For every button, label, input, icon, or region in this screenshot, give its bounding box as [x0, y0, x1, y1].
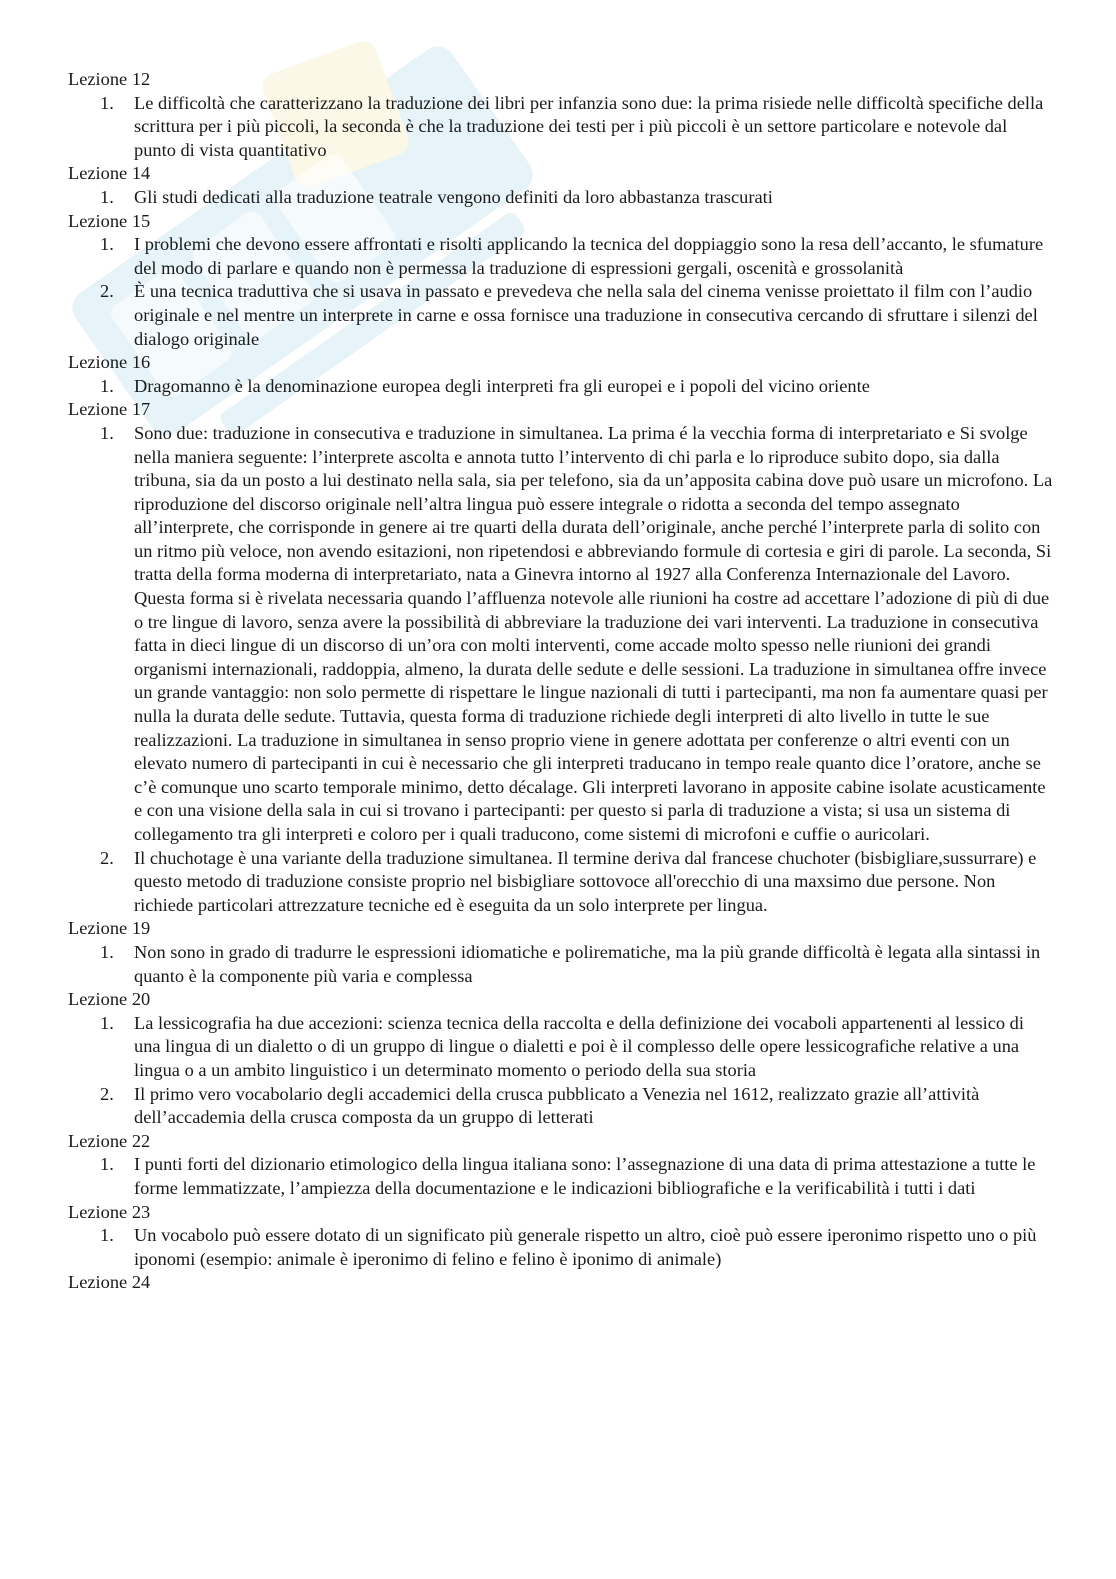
answer-number: 1.	[100, 375, 114, 396]
answer-item	[68, 941, 1053, 988]
answer-list	[68, 1224, 1053, 1271]
lesson-heading: Lezione 12	[68, 69, 151, 89]
answer-number: 1.	[100, 941, 114, 962]
answer-item	[68, 375, 1053, 399]
lesson-heading: Lezione 15	[68, 210, 151, 231]
answer-number: 1.	[100, 1154, 114, 1175]
lesson-heading: Lezione 14	[68, 163, 151, 184]
lesson-heading: Lezione 24	[68, 1272, 151, 1293]
answer-number: 1.	[100, 1225, 114, 1246]
answer-list	[68, 941, 1053, 988]
answer-number: 1.	[100, 422, 114, 443]
answer-number: 2.	[100, 847, 114, 868]
document-body	[68, 68, 1053, 1295]
answer-list	[68, 92, 1053, 163]
answer-text: Un vocabolo può essere dotato di un significato più generale rispetto un altro, cioè può essere iperonimo rispetto uno o più iponomi (esempio: animale è iperonimo di felino e felino è iponimo di animale)	[134, 1225, 1037, 1269]
answer-text: Non sono in grado di tradurre le espressioni idiomatiche e polirematiche, ma la più grande difficoltà è legata alla sintassi in quanto è la componente più varia e complessa	[134, 941, 1041, 986]
answer-item	[68, 186, 1053, 210]
answer-list	[68, 1153, 1053, 1200]
answer-text: Gli studi dedicati alla traduzione teatrale vengono definiti da loro abbastanza trascurati	[134, 186, 773, 207]
answer-text: La lessicografia ha due accezioni: scienza tecnica della raccolta e della definizione dei vocaboli appartenenti al lessico di una lingua di un dialetto o di un gruppo di lingue o dialetti e poi è il complesso delle opere lessicografiche relative a una lingua o a un ambito linguistico i un determinato momento o periodo della sua storia	[134, 1012, 1024, 1080]
answer-number: 1.	[100, 92, 114, 113]
answer-text: I problemi che devono essere affrontati e risolti applicando la tecnica del doppiaggio sono la resa dell’accanto, le sfumature del modo di parlare e quando non è permessa la traduzione di espressioni gergali, oscenità e grossolanità	[134, 234, 1044, 278]
answer-number: 2.	[100, 281, 114, 302]
lesson-heading: Lezione 22	[68, 1130, 151, 1151]
answer-text: Il primo vero vocabolario degli accademici della crusca pubblicato a Venezia nel 1612, realizzato grazie all’attività dell’accademia della crusca composta da un gruppo di letterati	[134, 1083, 980, 1128]
answer-list	[68, 186, 1053, 210]
lesson-heading: Lezione 16	[68, 352, 151, 373]
lesson-heading: Lezione 17	[68, 399, 151, 420]
answer-text: È una tecnica traduttiva che si usava in passato e prevedeva che nella sala del cinema venisse proiettato il film con l’audio originale e nel mentre un interprete in carne e ossa fornisce una traduzione in consecutiva cercando di sfruttare i silenzi del dialogo originale	[134, 281, 1038, 349]
lesson-heading: Lezione 19	[68, 918, 151, 939]
answer-text: I punti forti del dizionario etimologico della lingua italiana sono: l’assegnazione di una data di prima attestazione a tutte le forme lemmatizzate, l’ampiezza della documentazione e le indicazioni bibliografiche e la verificabilità i tutti i dati	[134, 1154, 1036, 1198]
answer-item	[68, 1012, 1053, 1083]
lesson-heading: Lezione 20	[68, 989, 151, 1010]
answer-item	[68, 847, 1053, 918]
answer-item	[68, 233, 1053, 280]
answer-text: Dragomanno è la denominazione europea degli interpreti fra gli europei e i popoli del vicino oriente	[134, 375, 870, 396]
answer-list	[68, 233, 1053, 351]
answer-number: 1.	[100, 186, 114, 207]
answer-number: 2.	[100, 1083, 114, 1104]
answer-item	[68, 92, 1053, 163]
answer-list	[68, 1012, 1053, 1130]
answer-list	[68, 422, 1053, 917]
answer-number: 1.	[100, 1012, 114, 1033]
answer-text: Sono due: traduzione in consecutiva e traduzione in simultanea. La prima é la vecchia forma di interpretariato e Si svolge nella maniera seguente: l’interprete ascolta e annota tutto l’intervento di chi parla e lo riproduce subito dopo, sia dalla tribuna, sia da un posto a lui destinato nella sala, sia per telefono, sia da un’apposita cabina dove può usare un microfono. La riproduzione del discorso originale nell’altra lingua può essere integrale o ridotta a seconda del tempo assegnato all’interprete, che corrisponde in genere ai tre quarti della durata dell’originale, anche perché l’interprete parla di solito con un ritmo più veloce, non avendo esitazioni, non ripetendosi e abbreviando formule di cortesia e giri di parole. La seconda, Si tratta della forma moderna di interpretariato, nata a Ginevra intorno al 1927 alla Conferenza Internazionale del Lavoro. Questa forma si è rivelata necessaria quando l’affluenza notevole alle riunioni ha costre ad accettare l’adozione di più di due o tre lingue di lavoro, senza avere la possibilità di abbreviare la traduzione dei vari interventi. La traduzione in consecutiva fatta in dieci lingue di un discorso di un’ora con molti interventi, come accade molto spesso nelle riunioni dei grandi organismi internazionali, raddoppia, almeno, la durata delle sedute e delle sessioni. La traduzione in simultanea offre invece un grande vantaggio: non solo permette di rispettare le lingue nazionali di tutti i partecipanti, ma non fa aumentare quasi per nulla la durata delle sedute. Tuttavia, questa forma di traduzione richiede degli interpreti di alto livello in tutte le sue realizzazioni. La traduzione in simultanea in senso proprio viene in genere adottata per conferenze o altri eventi con un elevato numero di partecipanti in cui è necessario che gli interpreti traducano in tempo reale quanto dice l’oratore, anche se c’è comunque uno scarto temporale minimo, detto décalage. Gli interpreti lavorano in apposite cabine isolate acusticamente e con una visione della sala in cui si trovano i partecipanti: per questo si parla di traduzione a vista; si usa un sistema di collegamento tra gli interpreti e coloro per i quali traducono, come sistemi di microfoni e cuffie o auricolari.	[134, 422, 1053, 844]
answer-item	[68, 1083, 1053, 1130]
answer-text: Il chuchotage è una variante della traduzione simultanea. Il termine deriva dal francese chuchoter (bisbigliare,sussurrare) e questo metodo di traduzione consiste proprio nel bisbigliare sottovoce all'orecchio di una maxsimo due persone. Non richiede particolari attrezzature tecniche ed è eseguita da un solo interprete per lingua.	[134, 847, 1037, 915]
answer-item	[68, 280, 1053, 351]
answer-text: Le difficoltà che caratterizzano la traduzione dei libri per infanzia sono due: la prima risiede nelle difficoltà specifiche della scrittura per i più piccoli, la seconda è che la traduzione dei testi per i più piccoli è un settore particolare e notevole dal punto di vista quantitativo	[134, 92, 1044, 160]
answer-number: 1.	[100, 234, 114, 255]
answer-item	[68, 1153, 1053, 1200]
lesson-heading: Lezione 23	[68, 1201, 151, 1222]
answer-list	[68, 375, 1053, 399]
answer-item	[68, 422, 1053, 847]
answer-item	[68, 1224, 1053, 1271]
